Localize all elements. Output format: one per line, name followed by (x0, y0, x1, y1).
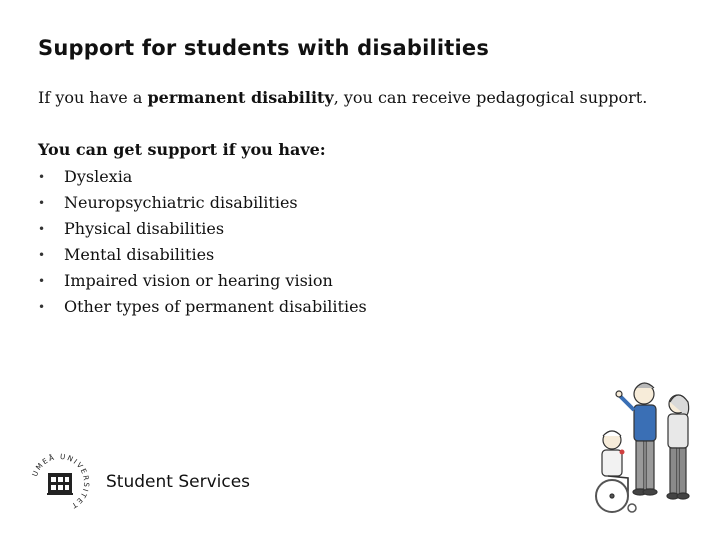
bullet-icon: • (38, 248, 46, 262)
list-item (38, 192, 367, 218)
seal-lettering: UMEÅ UNIVERSITET (30, 451, 92, 512)
list-item (38, 296, 367, 322)
list-item (38, 270, 367, 296)
list-item-text: Other types of permanent disabilities (64, 297, 367, 316)
list-item (38, 244, 367, 270)
support-list (38, 166, 367, 322)
footer-label: Student Services (106, 472, 251, 492)
intro-prefix: If you have a (38, 88, 148, 107)
students-illustration (592, 378, 702, 522)
bullet-icon: • (38, 300, 46, 314)
bullet-icon: • (38, 274, 46, 288)
girl-figure (667, 395, 689, 499)
intro-text (38, 88, 647, 107)
seal-emblem (47, 473, 73, 495)
university-seal-logo (28, 451, 92, 515)
slide-title: Support for students with disabilities (38, 36, 490, 60)
list-item-text: Dyslexia (64, 167, 133, 186)
intro-suffix: , you can receive pedagogical support. (333, 88, 648, 107)
list-item-text: Mental disabilities (64, 245, 215, 264)
list-item-text: Physical disabilities (64, 219, 225, 238)
bullet-icon: • (38, 222, 46, 236)
wheelchair-student-figure (596, 431, 636, 512)
bullet-icon: • (38, 196, 46, 210)
list-item (38, 166, 367, 192)
list-heading: You can get support if you have: (38, 140, 326, 159)
list-item-text: Neuropsychiatric disabilities (64, 193, 298, 212)
list-item (38, 218, 367, 244)
intro-emphasis: permanent disability (147, 88, 334, 107)
bullet-icon: • (38, 170, 46, 184)
list-item-text: Impaired vision or hearing vision (64, 271, 333, 290)
